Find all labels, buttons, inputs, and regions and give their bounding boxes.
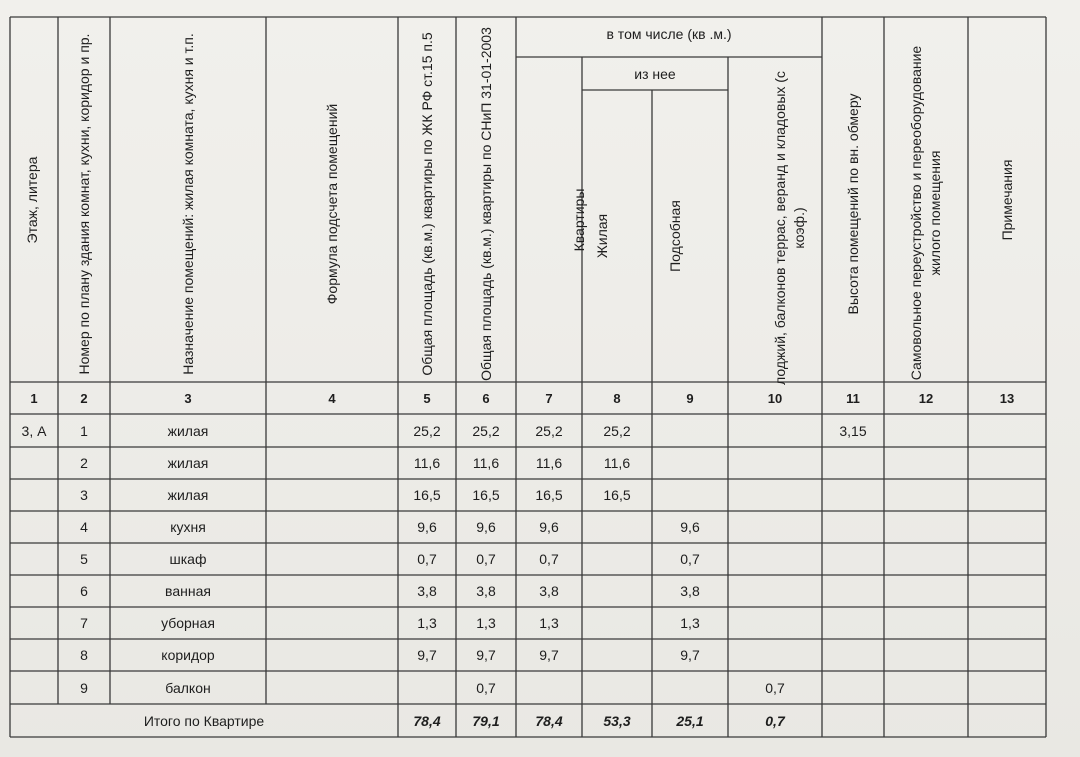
table-cell-purpose: ванная	[165, 583, 211, 599]
header-group-including: в том числе (кв .м.)	[606, 26, 732, 42]
table-cell-num: 3	[80, 487, 88, 503]
table-cell-c6: 0,7	[476, 679, 496, 696]
table-cell-c9: 9,7	[680, 647, 700, 663]
table-cell-c5: 11,6	[413, 455, 441, 471]
table-cell-num: 9	[80, 679, 88, 696]
table-cell-c6: 9,7	[476, 647, 496, 663]
table-cell-floor	[10, 543, 58, 575]
total-c6: 79,1	[472, 712, 500, 729]
table-cell-floor	[10, 607, 58, 639]
table-cell-c9	[652, 671, 728, 704]
table-cell-c10	[728, 511, 822, 543]
table-cell-c7: 0,7	[539, 551, 559, 567]
table-cell-floor	[10, 511, 58, 543]
table-cell-c5: 9,7	[417, 647, 437, 663]
table-cell-floor	[10, 447, 58, 479]
header-living: Жилая	[593, 213, 610, 259]
header-apartment: Квартиры	[570, 188, 587, 252]
table-cell-c5: 1,3	[417, 615, 437, 631]
table-cell-c10: 0,7	[765, 679, 785, 696]
table-cell-c11	[822, 447, 884, 479]
header-height: Высота помещений по вн. обмеру	[844, 93, 861, 315]
table-cell-c8	[582, 575, 652, 607]
col-number: 5	[423, 390, 431, 406]
table-cell-c9	[652, 479, 728, 511]
table-cell-c6: 3,8	[476, 583, 496, 599]
table-cell-c11	[822, 607, 884, 639]
header-notes: Примечания	[998, 159, 1015, 241]
table-cell-c10	[728, 575, 822, 607]
table-cell-purpose: кухня	[170, 519, 206, 535]
col-number: 6	[482, 390, 490, 406]
table-cell-num: 2	[80, 455, 88, 471]
table-cell-c10	[728, 607, 822, 639]
table-cell-c11	[822, 671, 884, 704]
table-cell-c7: 25,2	[535, 422, 563, 439]
table-cell-floor	[10, 671, 58, 704]
col-number: 12	[918, 390, 934, 406]
header-auxiliary: Подсобная	[666, 200, 683, 272]
table-cell-c11	[822, 639, 884, 671]
table-cell-c9	[652, 447, 728, 479]
total-label: Итого по Квартире	[143, 712, 265, 729]
table-cell-c11	[822, 479, 884, 511]
table-cell-c6: 16,5	[472, 487, 500, 503]
table-cell-c6: 1,3	[476, 615, 496, 631]
table-cell-c5: 3,8	[417, 583, 437, 599]
table-cell-c9: 0,7	[680, 551, 700, 567]
table-cell-c11	[822, 511, 884, 543]
table-cell-purpose: уборная	[161, 615, 215, 631]
table-cell-c7: 3,8	[539, 583, 559, 599]
col-number: 4	[328, 390, 336, 406]
table-cell-c5: 16,5	[413, 487, 441, 503]
table-cell-purpose: шкаф	[169, 551, 207, 567]
total-c8: 53,3	[603, 712, 631, 729]
table-cell-c10	[728, 414, 822, 447]
table-cell-num: 5	[80, 551, 88, 567]
table-cell-c8	[582, 639, 652, 671]
table-cell-c6: 25,2	[472, 422, 500, 439]
header-unauthorized-alteration: Самовольное переустройство и переоборудование жилого помещения	[908, 45, 943, 381]
table-cell-c11	[822, 543, 884, 575]
header-total-area-zhk: Общая площадь (кв.м.) квартиры по ЖК РФ ст.15 п.5	[418, 32, 435, 376]
table-cell-num: 7	[80, 615, 88, 631]
table-cell-floor	[10, 639, 58, 671]
table-cell-c10	[728, 447, 822, 479]
col-number: 11	[846, 390, 860, 406]
header-floor: Этаж, литера	[23, 156, 40, 244]
header-balconies: лоджий, балконов террас, веранд и кладовых (с коэф.)	[772, 71, 807, 385]
header-of-which: из нее	[634, 66, 676, 82]
table-cell-floor	[10, 575, 58, 607]
table-cell-c6: 9,6	[476, 519, 496, 535]
table-cell-c9: 1,3	[680, 615, 700, 631]
col-number: 13	[999, 390, 1015, 406]
table-cell-c10	[728, 543, 822, 575]
table-cell-c6: 0,7	[476, 551, 496, 567]
table-cell-c9: 9,6	[680, 519, 700, 535]
total-c10: 0,7	[765, 712, 785, 729]
table-cell-c5: 0,7	[417, 551, 437, 567]
table-cell-purpose: балкон	[165, 679, 211, 696]
header-room-number: Номер по плану здания комнат, кухни, коридор и пр.	[75, 33, 92, 375]
table-cell-c8	[582, 543, 652, 575]
table-cell-c5: 9,6	[417, 519, 437, 535]
table-cell-c8	[582, 607, 652, 639]
table-cell-c8: 11,6	[603, 455, 631, 471]
table-cell-c7: 9,7	[539, 647, 559, 663]
table-cell-purpose: жилая	[167, 455, 209, 471]
col-number: 3	[184, 390, 192, 406]
table-cell-c10	[728, 479, 822, 511]
table-cell-c7: 11,6	[535, 455, 563, 471]
table-cell-c7: 9,6	[539, 519, 559, 535]
table-cell-c7: 16,5	[535, 487, 563, 503]
total-c5: 78,4	[413, 712, 441, 729]
table-cell-num: 1	[80, 422, 88, 439]
table-cell-c10	[728, 639, 822, 671]
header-total-area-snip: Общая площадь (кв.м.) квартиры по СНиП 31-01-2003	[477, 27, 494, 381]
table-cell-purpose: жилая	[167, 422, 209, 439]
table-cell-c6: 11,6	[472, 455, 500, 471]
col-number: 1	[30, 390, 38, 406]
table-cell-c7	[516, 671, 582, 704]
col-number: 9	[686, 390, 694, 406]
header-purpose: Назначение помещений: жилая комната, кухня и т.п.	[179, 33, 196, 375]
table-cell-c8	[582, 511, 652, 543]
table-cell-c7: 1,3	[539, 615, 559, 631]
col-number: 8	[613, 390, 621, 406]
table-cell-c8: 16,5	[603, 487, 631, 503]
table-cell-c11	[822, 575, 884, 607]
col-number: 2	[80, 390, 88, 406]
header-formula: Формула подсчета помещений	[323, 103, 340, 305]
total-c9: 25,1	[676, 712, 704, 729]
table-cell-purpose: жилая	[167, 487, 209, 503]
table-cell-c9	[652, 414, 728, 447]
table-cell-c11: 3,15	[839, 422, 867, 439]
col-number: 10	[767, 390, 783, 406]
table-cell-c5: 25,2	[413, 422, 441, 439]
table-cell-c9: 3,8	[680, 583, 700, 599]
table-cell-num: 6	[80, 583, 88, 599]
col-number: 7	[545, 390, 553, 406]
table-cell-num: 4	[80, 519, 88, 535]
table-cell-num: 8	[80, 647, 88, 663]
table-cell-floor: 3, А	[21, 422, 47, 439]
table-cell-c8: 25,2	[603, 422, 631, 439]
table-cell-purpose: коридор	[161, 647, 215, 663]
table-cell-c8	[582, 671, 652, 704]
table-cell-c5	[398, 671, 456, 704]
table-cell-floor	[10, 479, 58, 511]
total-c7: 78,4	[535, 712, 563, 729]
